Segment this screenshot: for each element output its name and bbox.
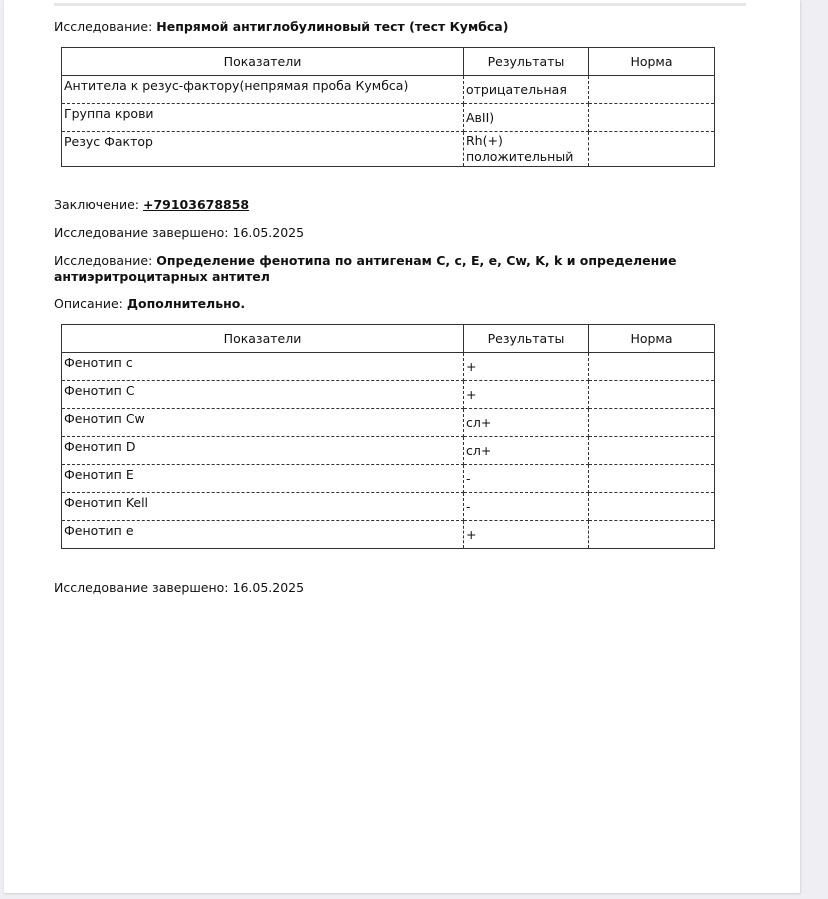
- study1-results-table: [61, 47, 715, 167]
- indicator-cell: Группа крови: [62, 104, 464, 132]
- top-divider: [54, 3, 746, 6]
- result-cell: сл+: [464, 437, 589, 465]
- result-cell: сл+: [464, 409, 589, 437]
- study1-label: Исследование:: [54, 19, 157, 34]
- indicator-cell: Антитела к резус-фактору(непрямая проба Кумбса): [62, 76, 464, 104]
- description-value: Дополнительно.: [126, 296, 246, 311]
- result-cell: AвII): [464, 104, 589, 132]
- indicator-cell: Фенотип Cw: [62, 409, 464, 437]
- conclusion-label: Заключение:: [54, 197, 143, 212]
- norm-cell: [589, 104, 715, 132]
- table-row: [62, 465, 715, 493]
- indicator-cell: Фенотип е: [62, 521, 464, 549]
- study2-label: Исследование:: [54, 253, 157, 268]
- indicator-cell: Фенотип с: [62, 353, 464, 381]
- study1-completed: Исследование завершено: 16.05.2025: [54, 225, 305, 240]
- table-row: [62, 104, 715, 132]
- header-indicators: Показатели: [62, 325, 464, 353]
- indicator-cell: Фенотип Е: [62, 465, 464, 493]
- table-header-row: [62, 325, 715, 353]
- norm-cell: [589, 437, 715, 465]
- header-results: Результаты: [464, 325, 589, 353]
- norm-cell: [589, 493, 715, 521]
- result-cell: +: [464, 381, 589, 409]
- study1-title: Непрямой антиглобулиновый тест (тест Кумбса): [156, 19, 509, 34]
- indicator-cell: Резус Фактор: [62, 132, 464, 167]
- description-label: Описание:: [54, 296, 127, 311]
- conclusion-phone-link[interactable]: +79103678858: [142, 197, 250, 212]
- norm-cell: [589, 465, 715, 493]
- header-indicators: Показатели: [62, 48, 464, 76]
- table-row: [62, 437, 715, 465]
- table-row: [62, 521, 715, 549]
- table-row: [62, 381, 715, 409]
- result-cell: -: [464, 465, 589, 493]
- indicator-cell: Фенотип С: [62, 381, 464, 409]
- table-row: [62, 493, 715, 521]
- study2-results-table: [61, 324, 715, 549]
- table-header-row: [62, 48, 715, 76]
- norm-cell: [589, 409, 715, 437]
- norm-cell: [589, 132, 715, 167]
- indicator-cell: Фенотип D: [62, 437, 464, 465]
- norm-cell: [589, 76, 715, 104]
- result-cell: Rh(+) положительный: [464, 132, 589, 167]
- norm-cell: [589, 521, 715, 549]
- norm-cell: [589, 353, 715, 381]
- study2-title: Определение фенотипа по антигенам C, c, E, e, Cw, K, k и определение антиэритроцитарных антител: [54, 253, 677, 284]
- table-row: [62, 353, 715, 381]
- result-cell: -: [464, 493, 589, 521]
- indicator-cell: Фенотип Kell: [62, 493, 464, 521]
- study2-heading: [54, 253, 714, 285]
- result-cell: +: [464, 353, 589, 381]
- result-cell: +: [464, 521, 589, 549]
- table-row: [62, 76, 715, 104]
- study2-completed: Исследование завершено: 16.05.2025: [54, 580, 305, 595]
- document-page: [4, 0, 800, 893]
- header-results: Результаты: [464, 48, 589, 76]
- header-norm: Норма: [589, 48, 715, 76]
- header-norm: Норма: [589, 325, 715, 353]
- study1-heading: [54, 19, 508, 35]
- study1-conclusion: [54, 197, 249, 213]
- table-row: [62, 409, 715, 437]
- table-row: [62, 132, 715, 167]
- result-cell: отрицательная: [464, 76, 589, 104]
- study2-description: [54, 296, 245, 312]
- norm-cell: [589, 381, 715, 409]
